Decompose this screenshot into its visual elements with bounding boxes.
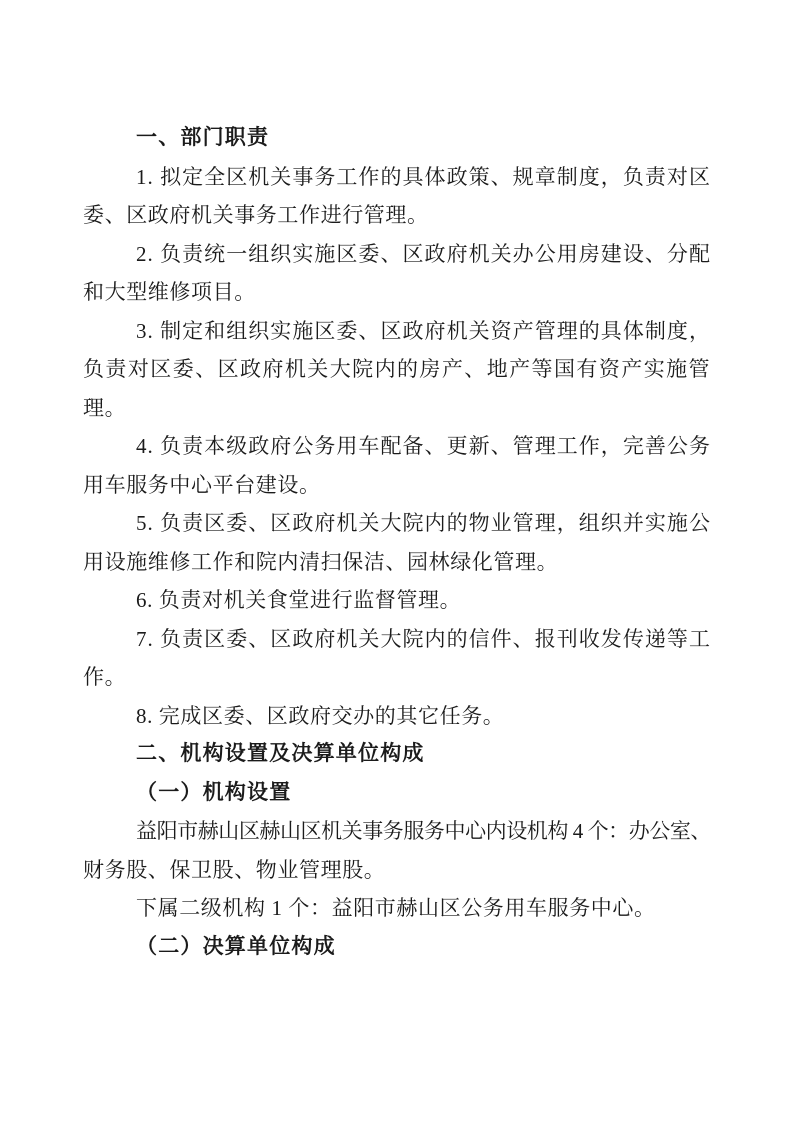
document-content [83, 119, 711, 966]
section-heading-org-setup: 二、机构设置及决算单位构成 [136, 742, 425, 765]
duty-1-line-1: 1. 拟定全区机关事务工作的具体政策、规章制度，负责对区 [136, 164, 711, 189]
duty-7-line-1: 7. 负责区委、区政府机关大院内的信件、报刊收发传递等工 [136, 626, 711, 651]
org-para-1-line-2: 财务股、保卫股、物业管理股。 [83, 857, 386, 882]
duty-8-line-1: 8. 完成区委、区政府交办的其它任务。 [136, 703, 505, 728]
duty-4-line-2: 用车服务中心平台建设。 [83, 472, 321, 497]
duty-3-line-2: 负责对区委、区政府机关大院内的房产、地产等国有资产实施管 [83, 357, 711, 381]
org-para-2-line-1: 下属二级机构 1 个：益阳市赫山区公务用车服务中心。 [136, 896, 656, 920]
duty-5-line-1: 5. 负责区委、区政府机关大院内的物业管理，组织并实施公 [136, 511, 711, 535]
duty-3-line-1: 3. 制定和组织实施区委、区政府机关资产管理的具体制度， [136, 318, 711, 343]
duty-4-line-1: 4. 负责本级政府公务用车配备、更新、管理工作，完善公务 [136, 434, 711, 458]
duty-1-line-2: 委、区政府机关事务工作进行管理。 [83, 203, 429, 227]
duty-2-line-1: 2. 负责统一组织实施区委、区政府机关办公用房建设、分配 [136, 241, 711, 266]
org-para-1-line-1: 益阳市赫山区赫山区机关事务服务中心内设机构 4 个：办公室、 [136, 819, 711, 843]
duty-2-line-2: 和大型维修项目。 [83, 280, 256, 304]
subsection-heading-budget-units: （二）决算单位构成 [136, 934, 336, 958]
duty-5-line-2: 用设施维修工作和院内清扫保洁、园林绿化管理。 [83, 549, 559, 574]
duty-6-line-1: 6. 负责对机关食堂进行监督管理。 [136, 588, 462, 612]
duty-7-line-2: 作。 [83, 665, 127, 689]
subsection-heading-org-structure: （一）机构设置 [136, 780, 292, 804]
duty-3-line-3: 理。 [83, 395, 127, 420]
section-heading-department-duties: 一、部门职责 [136, 126, 270, 149]
